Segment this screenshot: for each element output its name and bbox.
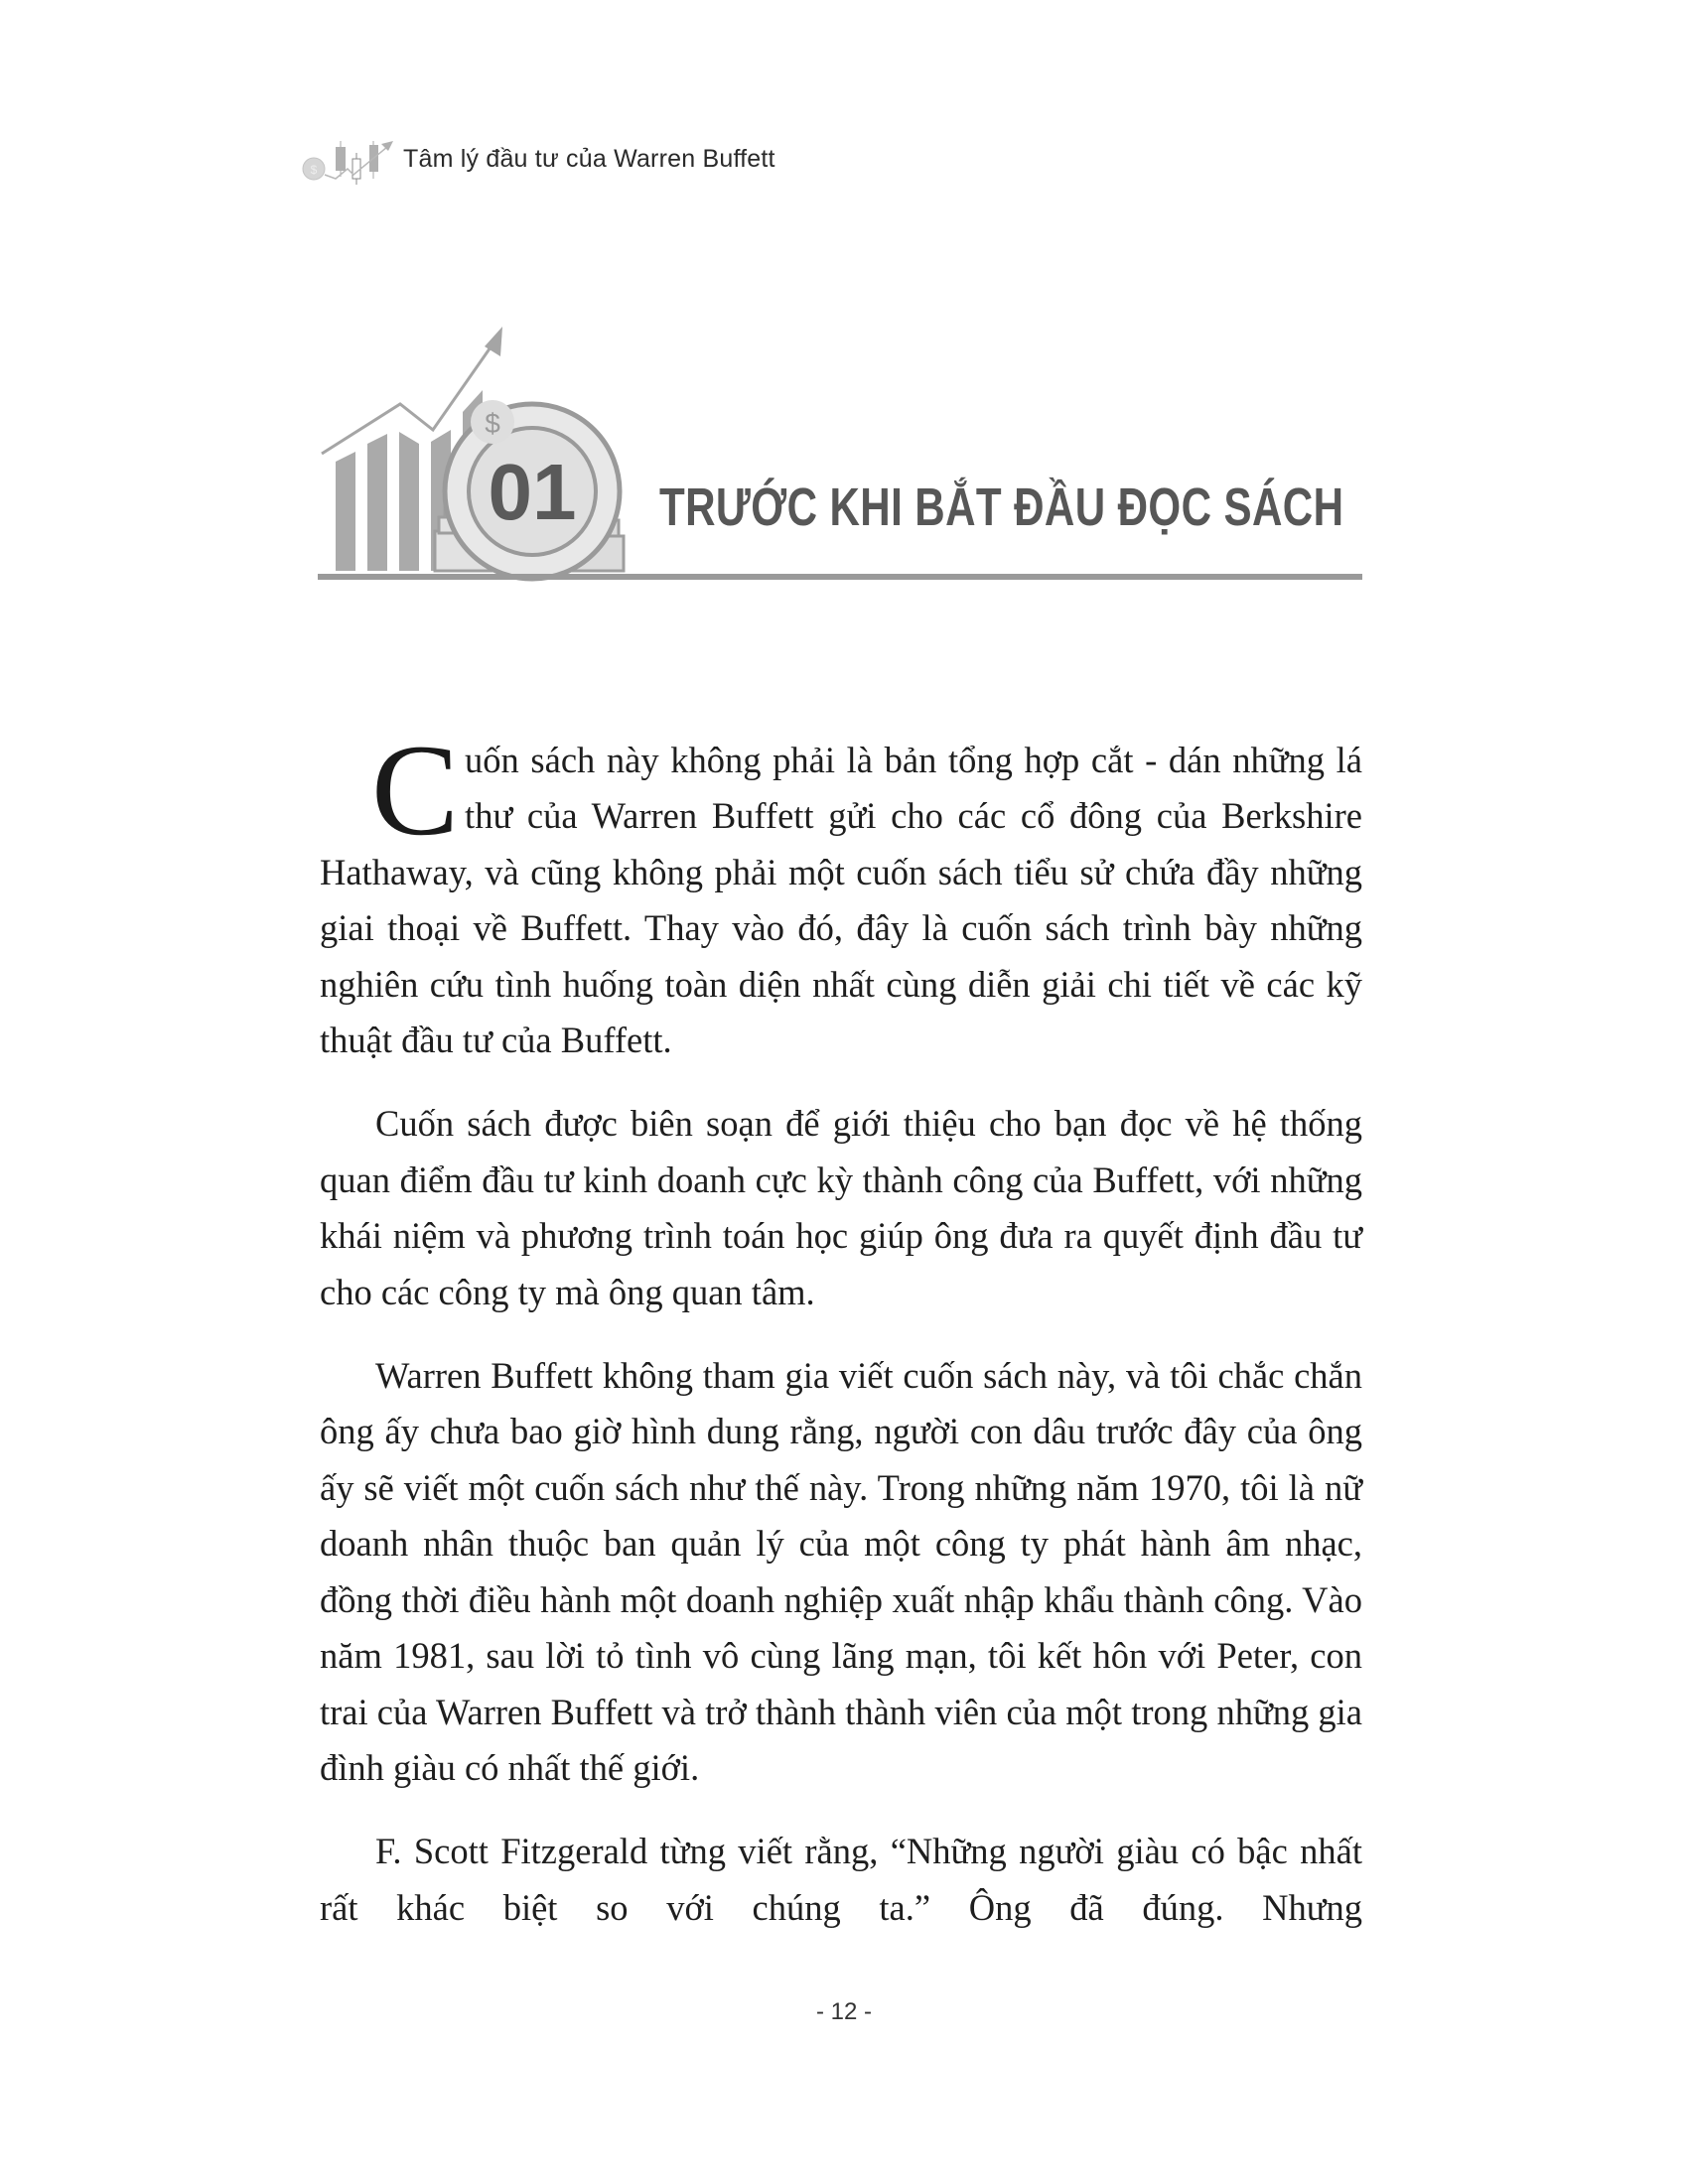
- bar-chart-arrow-coin-icon: [316, 323, 643, 586]
- chapter-title: TRƯỚC KHI BẮT ĐẦU ĐỌC SÁCH: [659, 478, 1344, 537]
- svg-text:$: $: [485, 408, 500, 439]
- candlestick-chart-coin-icon: [296, 129, 395, 189]
- chapter-number: 01: [488, 448, 577, 536]
- body-text: [320, 717, 1362, 1964]
- chapter-heading: [316, 323, 1364, 586]
- running-header: [296, 129, 775, 189]
- drop-cap: C: [371, 717, 460, 863]
- running-header-title: Tâm lý đầu tư của Warren Buffett: [403, 144, 775, 173]
- page-number: - 12 -: [815, 1998, 872, 2025]
- paragraph-4: F. Scott Fitzgerald từng viết rằng, “Những người giàu có bậc nhất rất khác biệt so với chúng ta.” Ông đã đúng. Nhưng: [320, 1831, 1362, 1928]
- paragraph-2: Cuốn sách được biên soạn để giới thiệu cho bạn đọc về hệ thống quan điểm đầu tư kinh doanh cực kỳ thành công của Buffett, với những khái niệm và phương trình toán học giúp ông đưa ra quyết định đầu tư cho các công ty mà ông quan tâm.: [320, 1103, 1362, 1312]
- paragraph-1: Cuốn sách này không phải là bản tổng hợp cắt - dán những lá thư của Warren Buffett gửi cho các cổ đông của Berkshire Hathaway, và cũng không phải một cuốn sách tiểu sử chứa đầy những giai thoại về Buffett. Thay vào đó, đây là cuốn sách trình bày những nghiên cứu tình huống toàn diện nhất cùng diễn giải chi tiết về các kỹ thuật đầu tư của Buffett.: [320, 717, 1362, 1061]
- svg-text:$: $: [310, 163, 318, 177]
- paragraph-3: Warren Buffett không tham gia viết cuốn sách này, và tôi chắc chắn ông ấy chưa bao giờ hình dung rằng, người con dâu trước đây của ông ấy sẽ viết một cuốn sách như thế này. Trong những năm 1970, tôi là nữ doanh nhân thuộc ban quản lý của một công ty phát hành âm nhạc, đồng thời điều hành một doanh nghiệp xuất nhập khẩu thành công. Vào năm 1981, sau lời tỏ tình vô cùng lãng mạn, tôi kết hôn với Peter, con trai của Warren Buffett và trở thành thành viên của một trong những gia đình giàu có nhất thế giới.: [320, 1355, 1362, 1788]
- chapter-divider: [318, 574, 1362, 580]
